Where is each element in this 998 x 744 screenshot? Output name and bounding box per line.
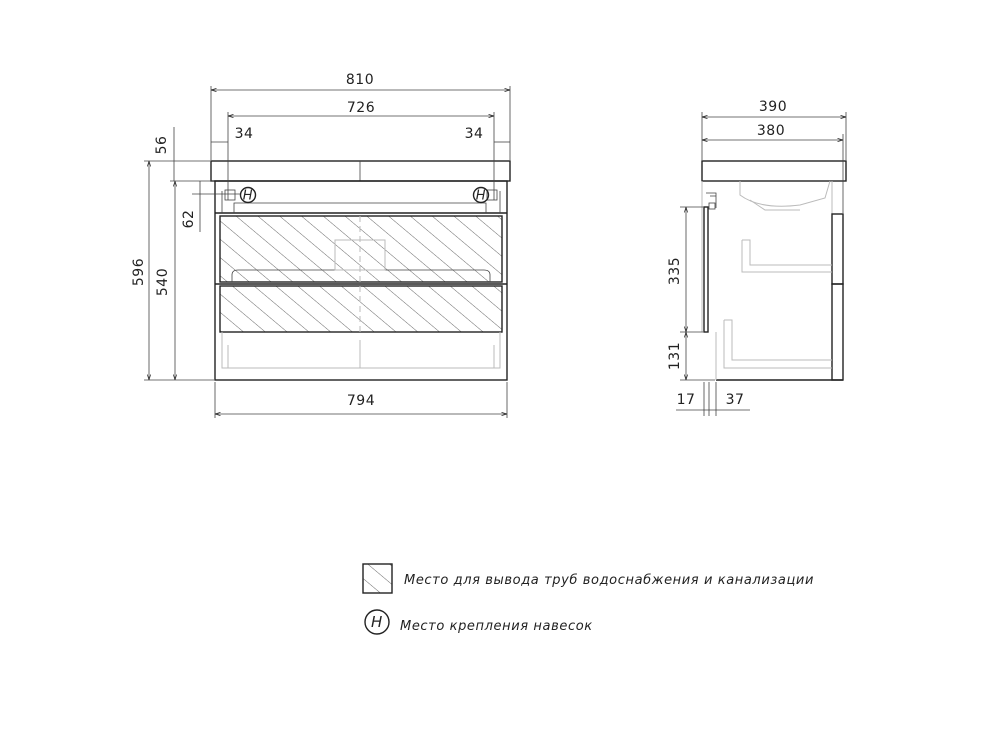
side-drawer-front-top [832, 214, 843, 284]
pipe-area-top [220, 216, 502, 282]
dim-front-810: 810 [345, 72, 375, 88]
dim-side-380: 380 [756, 123, 786, 139]
svg-text:H: H [475, 188, 487, 204]
side-countertop [702, 161, 846, 181]
legend-pipes [363, 564, 814, 593]
dim-front-540: 540 [155, 267, 171, 297]
legend-pipes-label: Место для вывода труб водоснабжения и канализации [404, 573, 815, 588]
legend-hanger [365, 610, 593, 634]
dim-front-596: 596 [131, 257, 147, 287]
svg-text:H: H [242, 188, 254, 204]
svg-text:H: H [371, 613, 383, 631]
pipe-area-bottom [220, 286, 502, 332]
dim-side-390: 390 [758, 99, 788, 115]
hanger-left [241, 188, 256, 204]
front-countertop [211, 161, 510, 181]
dim-front-726: 726 [346, 100, 376, 116]
dim-front-56: 56 [154, 135, 170, 155]
side-view [667, 99, 846, 416]
legend [363, 564, 814, 634]
dim-side-131: 131 [667, 341, 683, 371]
front-view [131, 72, 510, 418]
legend-hanger-label: Место крепления навесок [400, 619, 593, 634]
dim-side-17: 17 [676, 392, 696, 408]
side-drawer-front-bottom [832, 284, 843, 380]
hanger-right [474, 188, 489, 204]
dim-front-34-left: 34 [234, 126, 254, 142]
dim-front-34-right: 34 [464, 126, 484, 142]
dim-front-62: 62 [181, 209, 197, 229]
dim-front-794: 794 [346, 393, 376, 409]
side-wall-panel [704, 207, 708, 332]
dim-side-37: 37 [725, 392, 745, 408]
dim-side-335: 335 [667, 256, 683, 286]
